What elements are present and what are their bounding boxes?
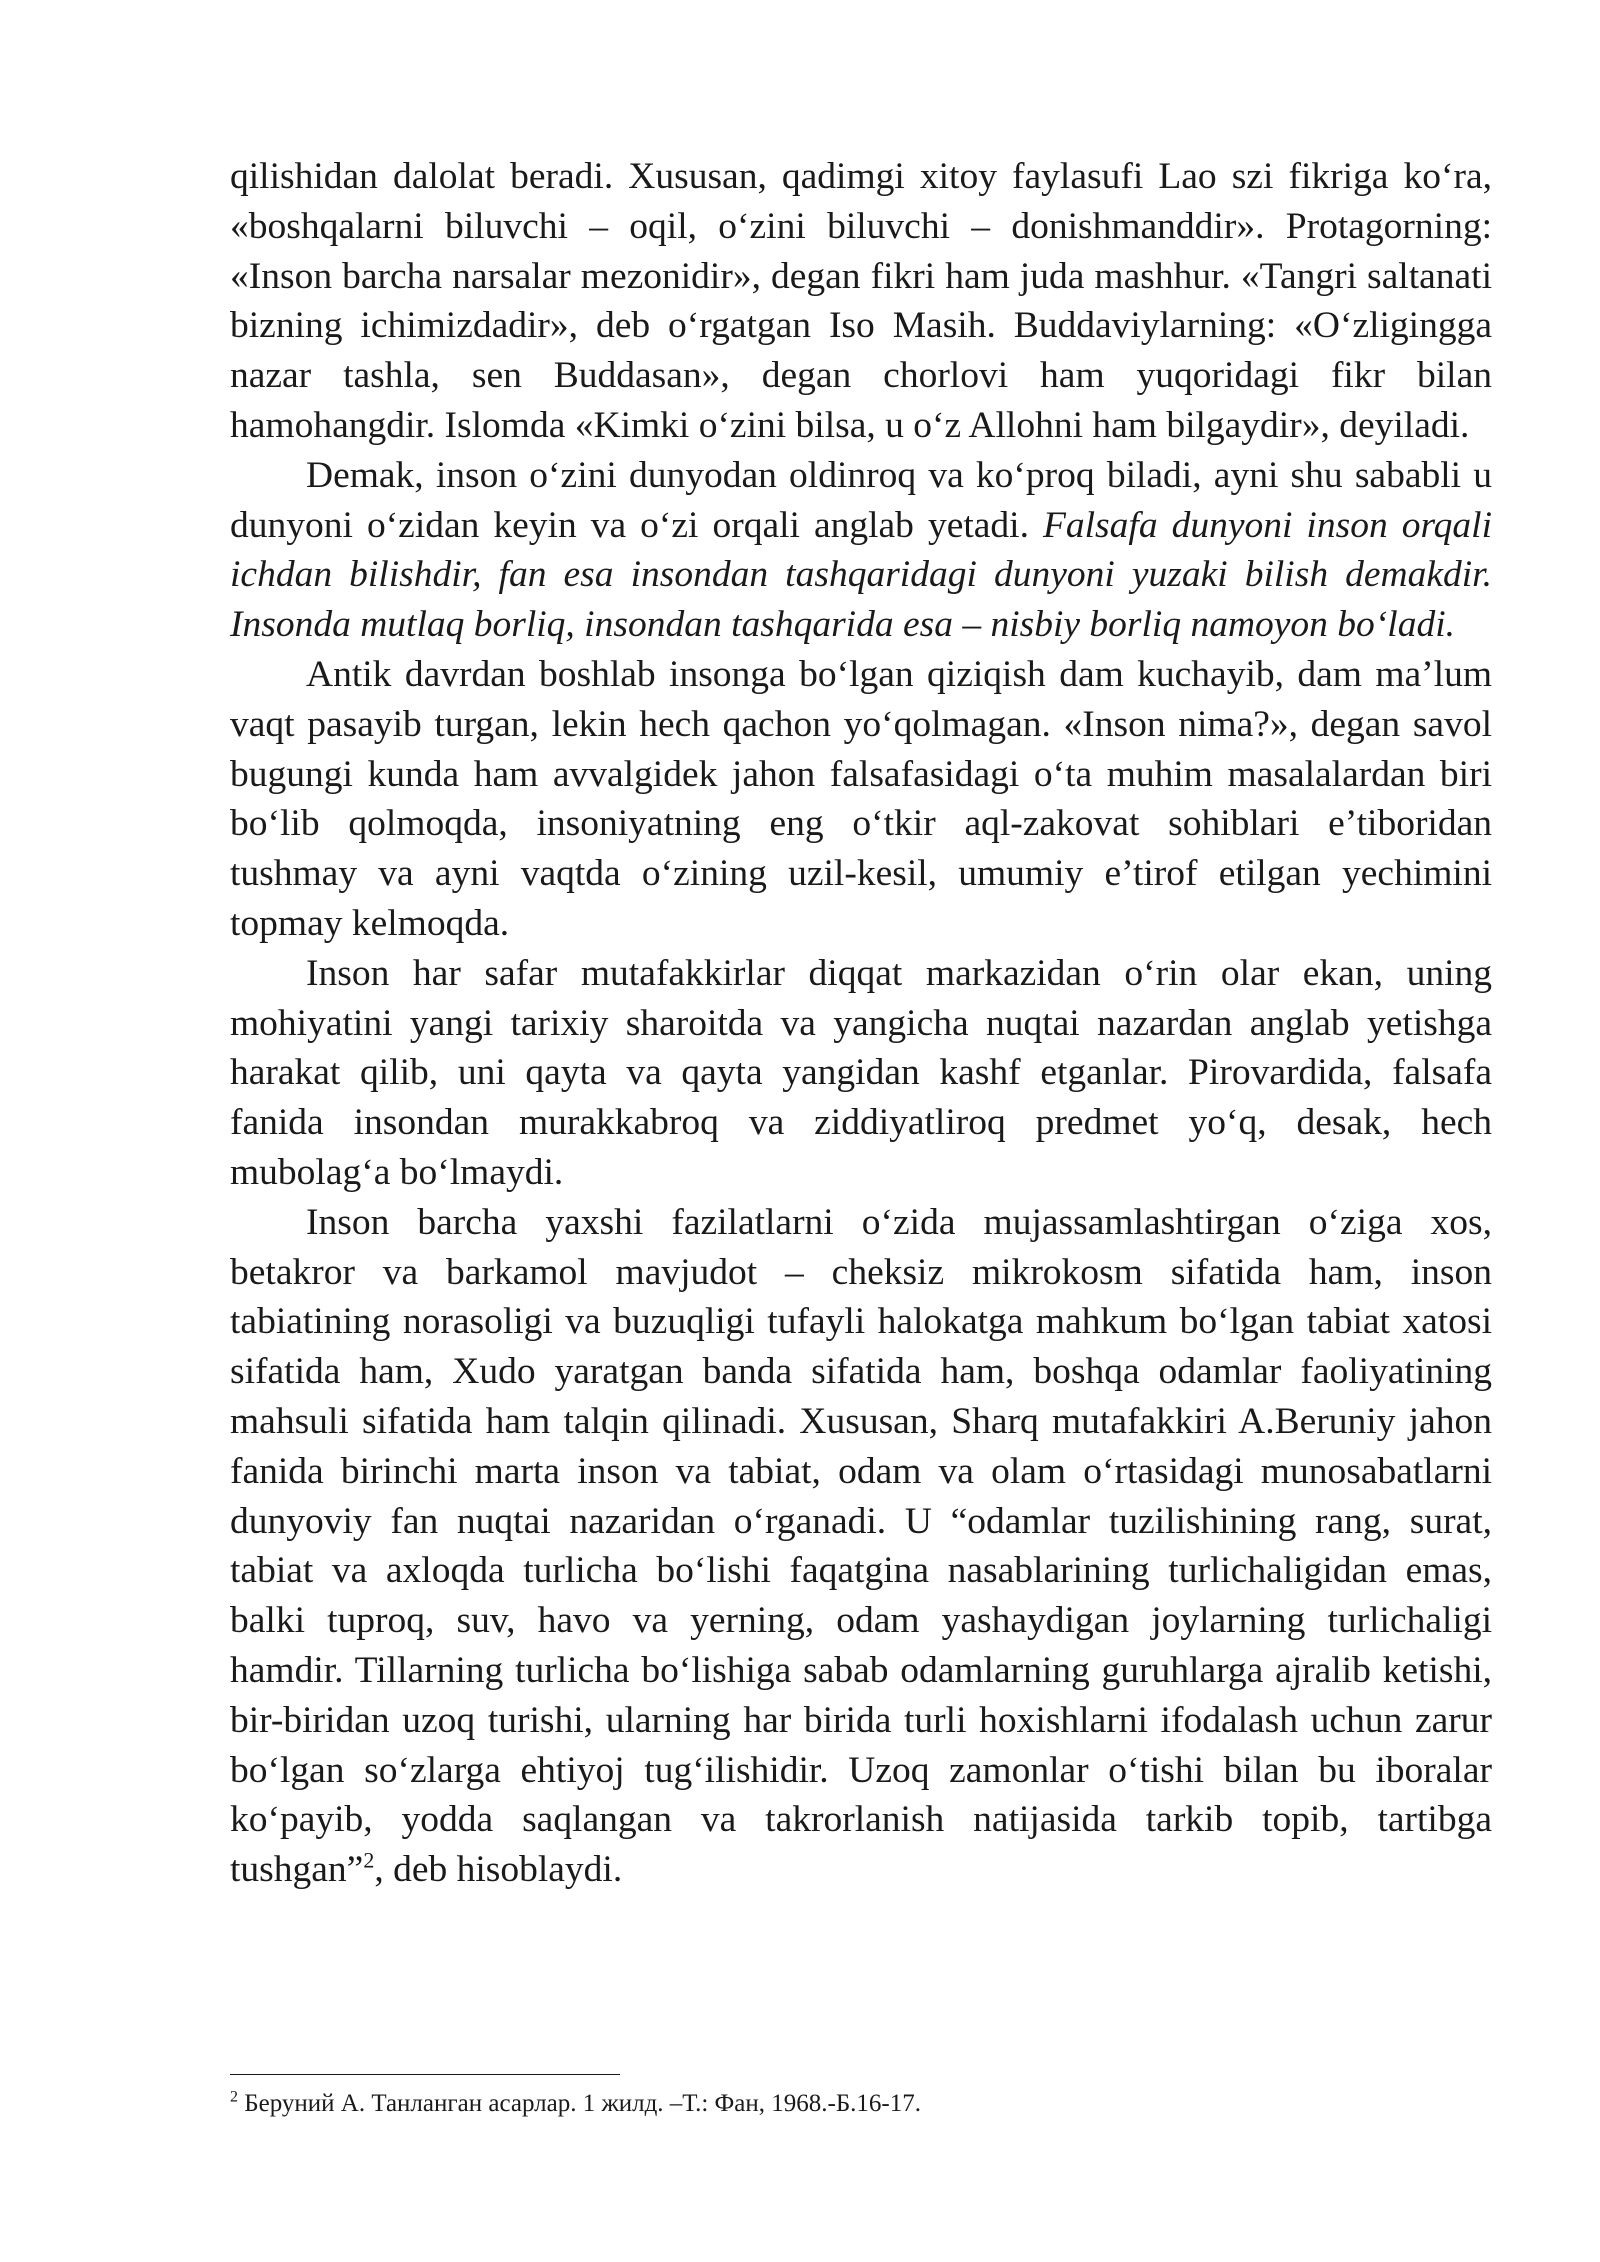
- paragraph-1-text: qilishidan dalolat beradi. Xususan, qadimgi xitoy faylasufi Lao szi fikriga ko‘ra, «boshqalarni biluvchi – oqil, o‘zini biluvchi – donishmanddir». Protagorning: «Inson barcha narsalar mezonidir», degan fikri ham juda mashhur. «Tangri saltanati bizning ichimizdadir», deb o‘rgatgan Iso Masih. Buddaviylarning: «O‘zligingga nazar tashla, sen Buddasan», degan chorlovi ham yuqoridagi fikr bilan hamohangdir. Islomda «Kimki o‘zini bilsa, u o‘z Allohni ham bilgaydir», deyiladi.: [230, 156, 1492, 446]
- paragraph-5-text: Inson barcha yaxshi fazilatlarni o‘zida mujassamlashtirgan o‘ziga xos, betakror va barkamol mavjudot – cheksiz mikrokosm sifatida ham, inson tabiatining norasoligi va buzuqligi tufayli halokatga mahkum bo‘lgan tabiat xatosi sifatida ham, Xudo yaratgan banda sifatida ham, boshqa odamlar faoliyatining mahsuli sifatida ham talqin qilinadi. Xususan, Sharq mutafakkiri A.Beruniy jahon fanida birinchi marta inson va tabiat, odam va olam o‘rtasidagi munosabatlarni dunyoviy fan nuqtai nazaridan o‘rganadi. U “odamlar tuzilishining rang, surat, tabiat va axloqda turlicha bo‘lishi faqatgina nasablarining turlichaligidan emas, balki tuproq, suv, havo va yerning, odam yashaydigan joylarning turlichaligi hamdir. Tillarning turlicha bo‘lishiga sabab odamlarning guruhlarga ajralib ketishi, bir-biridan uzoq turishi, ularning har birida turli hoxishlarni ifodalash uchun zarur bo‘lgan so‘zlarga ehtiyoj tug‘ilishidir. Uzoq zamonlar o‘tishi bilan bu iboralar ko‘payib, yodda saqlangan va takrorlanish natijasida tarkib topib, tartibga tushgan”: [230, 1201, 1492, 1891]
- footnote-reference[interactable]: 2: [363, 1847, 375, 1873]
- footnote: [230, 2088, 1492, 2120]
- footnote-separator: [230, 2074, 620, 2075]
- document-body: [230, 152, 1492, 1895]
- paragraph-2-italic-text: Falsafa dunyoni inson orqali ichdan bilishdir, fan esa insondan tashqaridagi dunyoni yuzaki bilish demakdir. Insonda mutlaq borliq, insondan tashqarida esa – nisbiy borliq namoyon bo‘ladi.: [230, 504, 1493, 646]
- paragraph-4: [230, 949, 1492, 1198]
- paragraph-3-text: Antik davrdan boshlab insonga bo‘lgan qiziqish dam kuchayib, dam ma’lum vaqt pasayib turgan, lekin hech qachon yo‘qolmagan. «Inson nima?», degan savol bugungi kunda ham avvalgidek jahon falsafasidagi o‘ta muhim masalalardan biri bo‘lib qolmoqda, insoniyatning eng o‘tkir aql-zakovat sohiblari e’tiboridan tushmay va ayni vaqtda o‘zining uzil-kesil, umumiy e’tirof etilgan yechimini topmay kelmoqda.: [230, 653, 1492, 944]
- paragraph-1: [230, 152, 1492, 451]
- paragraph-2: [230, 451, 1492, 650]
- paragraph-5-ending: , deb hisoblaydi.: [374, 1849, 623, 1891]
- paragraph-2-text: Demak, inson o‘zini dunyodan oldinroq va ko‘proq biladi, ayni shu sababli u dunyoni o‘zidan keyin va o‘zi orqali anglab yetadi.: [230, 454, 1492, 546]
- paragraph-5: [230, 1198, 1492, 1895]
- paragraph-3: [230, 650, 1492, 949]
- paragraph-4-text: Inson har safar mutafakkirlar diqqat markazidan o‘rin olar ekan, uning mohiyatini yangi tarixiy sharoitda va yangicha nuqtai nazardan anglab yetishga harakat qilib, uni qayta va qayta yangidan kashf etganlar. Pirovardida, falsafa fanida insondan murakkabroq va ziddiyatliroq predmet yo‘q, desak, hech mubolag‘a bo‘lmaydi.: [230, 952, 1492, 1193]
- footnote-text: Беруний А. Танланган асарлар. 1 жилд. –Т.: Фан, 1968.-Б.16-17.: [238, 2090, 921, 2117]
- footnote-number: 2: [230, 2088, 238, 2106]
